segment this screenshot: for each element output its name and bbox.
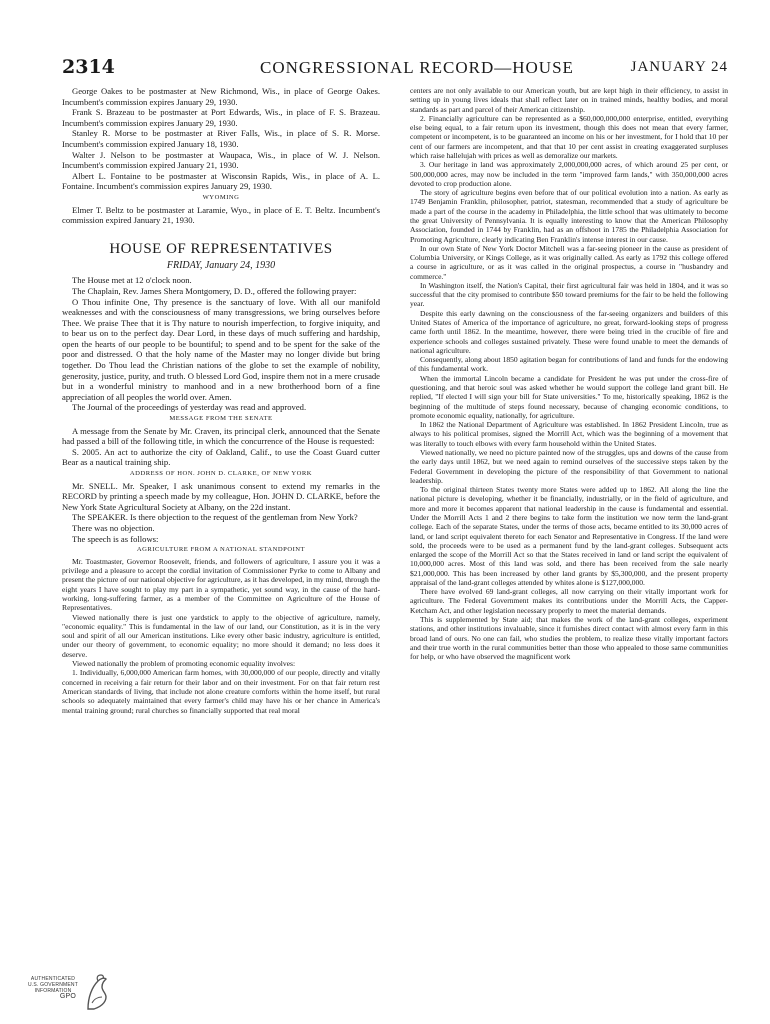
speech-paragraph: 3. Our heritage in land was approximately 2,000,000,000 acres, of which around 25 per cent, or 500,000,000 acres, may now be included in the term "improved farm lands," with 350,000,000 acres devoted to crop production alone.	[410, 160, 728, 188]
running-title: CONGRESSIONAL RECORD—HOUSE	[260, 58, 574, 77]
nomination-paragraph: George Oakes to be postmaster at New Richmond, Wis., in place of George Oakes. Incumbent's commission expires January 29, 1930.	[62, 86, 380, 107]
speech-continued-paragraph: centers are not only available to our American youth, but are kept high in their efficiency, to assist in setting up in young lives ideals that shall reflect later on in trained minds, healthy bodies, and moral standards as part and parcel of their American citizenship.	[410, 86, 728, 114]
speech-paragraph: To the original thirteen States twenty more States were added up to 1862. All along the line the national picture is developing, whether it be financially, industrially, or in the field of agriculture, and more and more it becomes apparent that national leadership in the cause is fundamental and essential. Under the Morrill Acts 1 and 2 there begins to take form the institution we now term the land-grant college. Each of the separate States, under the terms of those acts, became entitled to its 30,000 acres of land, or land script equivalent thereto for each Senator and Representative in Congress. If the land were sold, the proceeds were to be used as a permanent fund by the land-grant colleges. Subsequent acts enlarged the scope of the Morrill Act so that the States received in land or land script the equivalent of 10,000,000 acres. Most of this land was sold, and there has been received from the sale nearly $21,000,000. This has been increased by other land grants by $5,300,000, and the present property appraisal of the land-grant colleges attended by whites alone is $127,000,000.	[410, 485, 728, 587]
journal-paragraph: The Journal of the proceedings of yesterday was read and approved.	[72, 402, 307, 413]
nomination-paragraph: Elmer T. Beltz to be postmaster at Laramie, Wyo., in place of E. T. Beltz. Incumbent's commission expired January 21, 1930.	[62, 204, 380, 226]
address-heading: ADDRESS OF HON. JOHN D. CLARKE, OF NEW YORK	[129, 470, 313, 477]
opening-paragraph: The House met at 12 o'clock noon.	[72, 275, 192, 286]
speech-paragraph: 1. Individually, 6,000,000 American farm homes, with 30,000,000 of our people, directly and vitally concerned in receiving a fair return for their labor and on their investment. For on that fair return rest American standards of living, that include not alone creature comforts within the home itself, but rural schools so adequately maintained that every farmer's child may have his or her chance in America's mental training ground; rural churches so financially supported that real moral	[62, 668, 380, 715]
speech-paragraph: Viewed nationally, we need no picture painted now of the struggles, ups and downs of the cause from the early days until 1862, but we need again to remind ourselves of the successive steps taken by the Federal Government in developing the picture of the responsibility of that Government to national leadership.	[410, 447, 728, 485]
gpo-authenticated-text	[22, 976, 84, 1000]
senate-message-paragraph: A message from the Senate by Mr. Craven, its principal clerk, announced that the Senate had passed a bill of the following title, in which the concurrence of the House is requested:	[62, 425, 380, 447]
state-heading: WYOMING	[202, 193, 240, 201]
speech-paragraph: Consequently, along about 1850 agitation began for contributions of land and funds for the endowing of this fundamental work.	[410, 355, 728, 374]
speech-paragraph: In our own State of New York Doctor Mitchell was a far-seeing pioneer in the cause as president of Columbia University, or Kings College, as it was originally called. As early as 1792 this college offered a course in agriculture, or as it was called in the original prospectus, a course in "husbandry and commerce."	[410, 243, 728, 281]
speech-paragraph: Viewed nationally the problem of promoting economic equality involves:	[72, 659, 296, 669]
speech-paragraph: Despite this early dawning on the consciousness of the far-seeing organizers and builders of this United States of America of the importance of agriculture, no great, forward-looking steps of progress came forth until 1862. In the meantime, however, there were being tried in the crucible of fire and experience schools and colleges sustained privately. These were found unable to meet the demands of national agriculture.	[410, 308, 728, 355]
left-column	[62, 86, 380, 715]
objection-paragraph: There was no objection.	[72, 522, 155, 533]
speech-paragraph: This is supplemented by State aid; that makes the work of the land-grant colleges, experiment stations, and other institutions invaluable, since it furnishes direct contact with almost every farm in this broad land of ours. No one can fail, who studies the problem, to realize these vitally important factors and their true worth in the rural communities better than those who appealed to those same communities for help, or who have observed the magnificent work	[410, 615, 728, 662]
right-column	[410, 86, 728, 661]
speech-follows-paragraph: The speech is as follows:	[72, 533, 159, 544]
speech-paragraph: Mr. Toastmaster, Governor Roosevelt, friends, and followers of agriculture, I assure you it was a privilege and a pleasure to accept the cordial invitation of Commissioner Pyrke to come to Albany and present the picture of our national objective for agriculture, as it has developed, in my mind, through the eight years I have sought to play my part in a sympathetic, yet sound way, in the cause of the hard-working, long-suffering farmer, as a member of the Committee on Agriculture of the House of Representatives.	[62, 556, 380, 613]
nomination-paragraph: Albert L. Fontaine to be postmaster at Wisconsin Rapids, Wis., in place of A. L. Fontaine. Incumbent's commission expires January 29, 1930.	[62, 170, 380, 192]
senate-bill-paragraph: S. 2005. An act to authorize the city of Oakland, Calif., to use the Coast Guard cutter Bear as a nautical training ship.	[62, 446, 380, 468]
speech-paragraph: The story of agriculture begins even before that of our political evolution into a nation. As early as 1749 Benjamin Franklin, philosopher, patriot, statesman, recommended that a study of agriculture be made a part of the course in the academy in Philadelphia, the little school that was ultimately to become the great University of Pennsylvania. It is equally interesting to know that the American Philosophy Association, founded in 1744 by Franklin, had as an offshoot in 1785 the Philadelphia Association for Promoting Agriculture, clearly indicating Ben Franklin's intense interest in our cause.	[410, 188, 728, 244]
speech-paragraph: There have evolved 69 land-grant colleges, all now carrying on their vitally important work for agriculture. The Federal Government makes its contributions under the Morrill Acts, the Capper-Ketcham Act, and other legislation necessary properly to meet the material demands.	[410, 587, 728, 615]
speech-paragraph: In 1862 the National Department of Agriculture was established. In 1862 President Lincoln, true as always to his political promises, signed the Morrill Act, which was the beginning of a movement that was literally to touch elbows with every farm household within the United States.	[410, 420, 728, 448]
gpo-line: U.S. GOVERNMENT	[28, 982, 78, 988]
page-header	[62, 56, 728, 84]
opening-paragraph: The Chaplain, Rev. James Shera Montgomery, D. D., offered the following prayer:	[72, 285, 357, 296]
session-date-text: FRIDAY, January 24, 1930	[166, 259, 276, 271]
session-date	[62, 261, 380, 272]
speaker-paragraph: The SPEAKER. Is there objection to the request of the gentleman from New York?	[72, 512, 358, 523]
nomination-paragraph: Walter J. Nelson to be postmaster at Waupaca, Wis., in place of W. J. Nelson. Incumbent's commission expired January 21, 1930.	[62, 149, 380, 171]
gpo-label: GPO	[59, 993, 77, 1000]
gpo-line: AUTHENTICATED	[30, 976, 76, 982]
page-number: 2314	[62, 56, 115, 78]
header-date: JANUARY 24	[630, 59, 728, 75]
gpo-authentication-mark	[22, 973, 112, 1013]
prayer-paragraph: O Thou infinite One, Thy presence is the sanctuary of love. With all our manifold weaknesses and with the consciousness of many transgressions, we bring ourselves before Thee. We praise Thee that it is Thy nature to nourish imperfection, to forgive iniquity, and to bear us on to the perfect day. Dear Lord, in these days of much suffering and hardship, open the hearts of our people to be bountiful; to spend and to be spent for the sake of the poor and distressed. O that the holy name of the Master may no longer divide but bring together. Do Thou lead the Christian nations of the globe to set the example of nobility, generosity, justice, purity, and truth. O blessed Lord God, inspire them not in a mere crusade but in a wonderful ministry to manhood and in a new brotherhood born of a fine appreciation of all peoples the world over. Amen.	[62, 296, 380, 402]
speech-paragraph: 2. Financially agriculture can be represented as a $60,000,000,000 enterprise, entitled, everything else being equal, to a fair return upon its investment, though this does not mean that every farmer, competent or incompetent, is to be guaranteed an income on his or her investment, for I hold that 10 per cent of our farmers are incompetent, and that that 10 per cent assist in creating exaggerated surpluses which raise hallelujah with prices as well as demoralize our markets.	[410, 113, 728, 160]
house-heading: HOUSE OF REPRESENTATIVES	[109, 240, 333, 257]
gpo-line: INFORMATION	[34, 988, 72, 994]
snell-paragraph: Mr. SNELL. Mr. Speaker, I ask unanimous consent to extend my remarks in the RECORD by printing a speech made by my colleague, Hon. JOHN D. CLARKE, before the New York State Agricultural Society at Albany, on the 22d instant.	[62, 480, 380, 512]
nomination-paragraph: Frank S. Brazeau to be postmaster at Port Edwards, Wis., in place of F. S. Brazeau. Incumbent's commission expires January 29, 1930.	[62, 107, 380, 128]
nomination-paragraph: Stanley R. Morse to be postmaster at River Falls, Wis., in place of S. R. Morse. Incumbent's commission expired January 18, 1930.	[62, 128, 380, 149]
speech-paragraph: Viewed nationally there is just one yardstick to apply to the objective of agriculture, namely, "economic equality." This is fundamental in the law of our land, our Constitution, as it is in the very soul and spirit of all our American institutions. Like every other basic industry, agriculture is entitled, under our theory of government, to economic equality; no more should it demand; no less does it deserve.	[62, 612, 380, 659]
senate-message-heading: MESSAGE FROM THE SENATE	[169, 415, 273, 423]
speech-paragraph: In Washington itself, the Nation's Capital, their first agricultural fair was held in 1804, and it was so successful that the city promised to contribute $50 toward premiums for the fair to be held the following year.	[410, 280, 728, 309]
gpo-eagle-icon	[84, 973, 110, 1011]
speech-paragraph: When the immortal Lincoln became a candidate for President he was put under the cross-fire of questioning, and that heroic soul was asked whether he would support the college land grant bill. He replied, "If elected I will sign your bill for State universities." To me, historically speaking, 1862 is the beginning of the multitude of steps found necessary, because of changing economic conditions, to promote economic equality, nationally, for agriculture.	[410, 373, 728, 420]
speech-heading: AGRICULTURE FROM A NATIONAL STANDPOINT	[136, 546, 306, 554]
